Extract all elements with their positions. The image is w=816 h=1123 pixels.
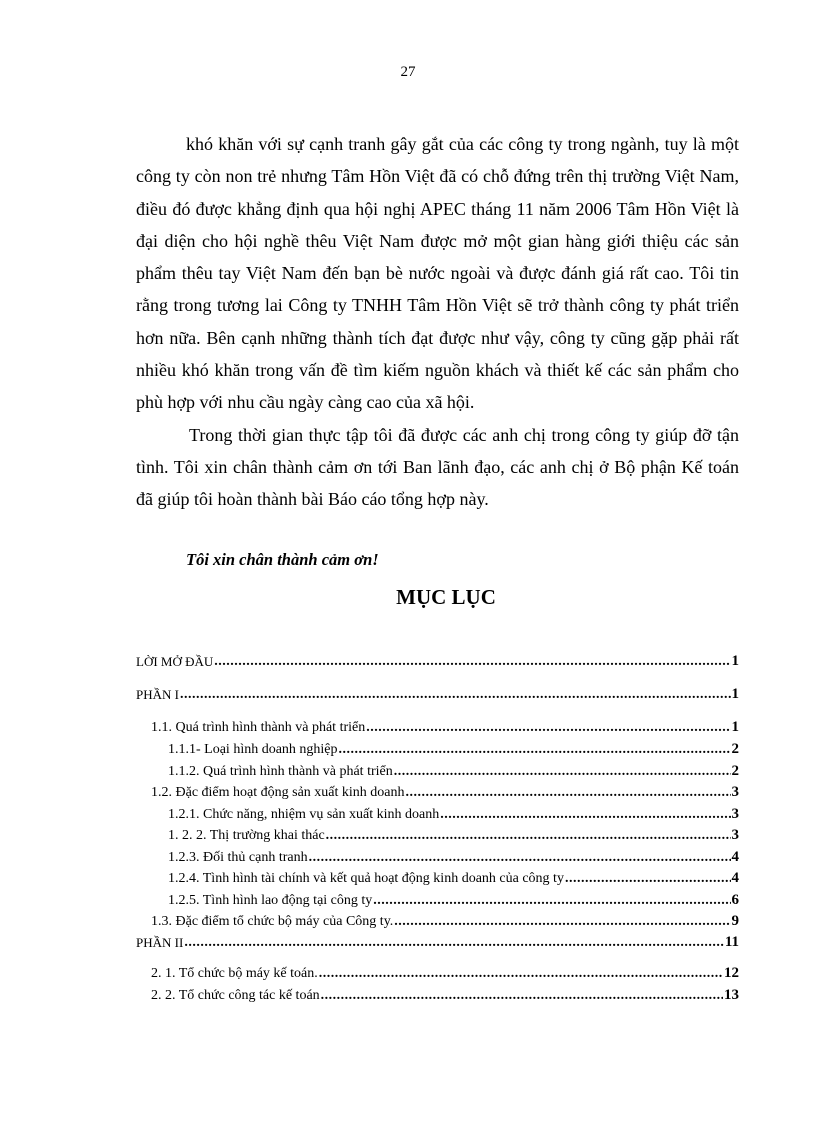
toc-entry-page: 1 [731, 653, 739, 669]
toc-entry-page: 3 [731, 806, 739, 822]
toc-entry-page: 2 [731, 741, 739, 757]
toc-entry-label: 1.2. Đặc điểm hoạt động sản xuất kinh doanh [151, 785, 405, 800]
toc-entry-label: 1. 2. 2. Thị trường khai thác [168, 828, 325, 843]
toc-entry[interactable] [136, 779, 739, 801]
paragraph-thanks: Trong thời gian thực tập tôi đã được các anh chị trong công ty giúp đỡ tận tình. Tôi xin chân thành cảm ơn tới Ban lãnh đạo, các anh chị ở Bộ phận Kế toán đã giúp tôi hoàn thành bài Báo cáo tổng hợp này. [136, 424, 739, 510]
toc-entry[interactable] [136, 865, 739, 887]
closing-thanks: Tôi xin chân thành cảm ơn! [186, 550, 379, 569]
toc-entry-page: 4 [731, 870, 739, 886]
toc-entry-page: 1 [731, 719, 739, 735]
toc-entry-page: 9 [731, 913, 739, 929]
toc-entry[interactable] [136, 887, 739, 909]
toc-leader-dots [180, 687, 731, 703]
toc-leader-dots [326, 828, 731, 844]
toc-entry[interactable] [136, 648, 739, 670]
toc-leader-dots [366, 720, 730, 736]
toc-entry[interactable] [136, 758, 739, 780]
toc-leader-dots [406, 785, 731, 801]
toc-entry-label: 1.3. Đặc điểm tổ chức bộ máy của Công ty. [151, 914, 394, 929]
toc-leader-dots [440, 807, 730, 823]
toc-leader-dots [373, 893, 730, 909]
toc-entry-label: 1.1. Quá trình hình thành và phát triển [151, 720, 366, 735]
toc-entry-page: 12 [724, 965, 739, 981]
toc-leader-dots [339, 742, 731, 758]
toc-entry[interactable] [136, 960, 739, 982]
toc-entry[interactable] [136, 908, 739, 930]
toc-leader-dots [319, 966, 723, 982]
toc-entry-page: 3 [731, 784, 739, 800]
toc-entry-label: LỜI MỞ ĐẦU [136, 654, 214, 669]
toc-entry-label: 1.2.5. Tình hình lao động tại công ty [168, 893, 373, 908]
toc-entry-label: 1.1.2. Quá trình hình thành và phát triển [168, 764, 393, 779]
toc-entry[interactable] [136, 801, 739, 823]
toc-leader-dots [321, 988, 723, 1004]
toc-entry-label: 2. 2. Tổ chức công tác kế toán [151, 988, 320, 1003]
toc-entry-page: 6 [731, 892, 739, 908]
toc-entry-page: 11 [724, 934, 739, 950]
toc-leader-dots [184, 935, 724, 951]
page-number: 27 [400, 64, 416, 80]
toc-entry-page: 4 [731, 849, 739, 865]
toc-leader-dots [394, 914, 730, 930]
toc-entry[interactable] [136, 681, 739, 703]
toc-entry-label: 1.2.1. Chức năng, nhiệm vụ sản xuất kinh doanh [168, 807, 440, 822]
toc-entry-label: 1.2.3. Đối thủ cạnh tranh [168, 850, 308, 865]
toc-entry[interactable] [136, 982, 739, 1004]
toc-entry-label: 1.2.4. Tình hình tài chính và kết quả hoạt động kinh doanh của công ty [168, 871, 564, 886]
body-text [136, 128, 739, 516]
toc-entry-label: PHẦN I [136, 687, 179, 702]
paragraph-intro: khó khăn với sự cạnh tranh gây gắt của các công ty trong ngành, tuy là một công ty còn non trẻ nhưng Tâm Hồn Việt đã có chỗ đứng trên thị trường Việt Nam, điều đó được khẳng định qua hội nghị APEC tháng 11 năm 2006 Tâm Hồn Việt là đại diện cho hội nghề thêu Việt Nam được mở một gian hàng giới thiệu các sản phẩm thêu tay Việt Nam đến bạn bè nước ngoài và được đánh giá rất cao. Tôi tin rằng trong tương lai Công ty TNHH Tâm Hồn Việt sẽ trở thành công ty phát triển hơn nữa. Bên cạnh những thành tích đạt được như vậy, công ty cũng gặp phải rất nhiều khó khăn trong vấn đề tìm kiếm nguồn khách và thiết kế các sản phẩm cho phù hợp với nhu cầu ngày càng cao của xã hội. [136, 134, 739, 413]
toc-entry-page: 1 [731, 686, 739, 702]
toc-leader-dots [394, 764, 731, 780]
toc-entry[interactable] [136, 929, 739, 951]
toc-leader-dots [309, 850, 731, 866]
toc-entry-label: 2. 1. Tổ chức bộ máy kế toán. [151, 966, 318, 981]
toc-entry-page: 2 [731, 763, 739, 779]
toc-leader-dots [214, 654, 730, 670]
toc-title: MỤC LỤC [396, 585, 496, 609]
toc-entry[interactable] [136, 822, 739, 844]
toc-entry[interactable] [136, 844, 739, 866]
toc-entry-page: 13 [724, 987, 739, 1003]
toc-leader-dots [565, 871, 731, 887]
toc-entry-label: 1.1.1- Loại hình doanh nghiệp [168, 742, 338, 757]
toc-entry[interactable] [136, 714, 739, 736]
toc-entry[interactable] [136, 736, 739, 758]
toc-entry-page: 3 [731, 827, 739, 843]
toc-entry-label: PHẦN II [136, 935, 184, 950]
